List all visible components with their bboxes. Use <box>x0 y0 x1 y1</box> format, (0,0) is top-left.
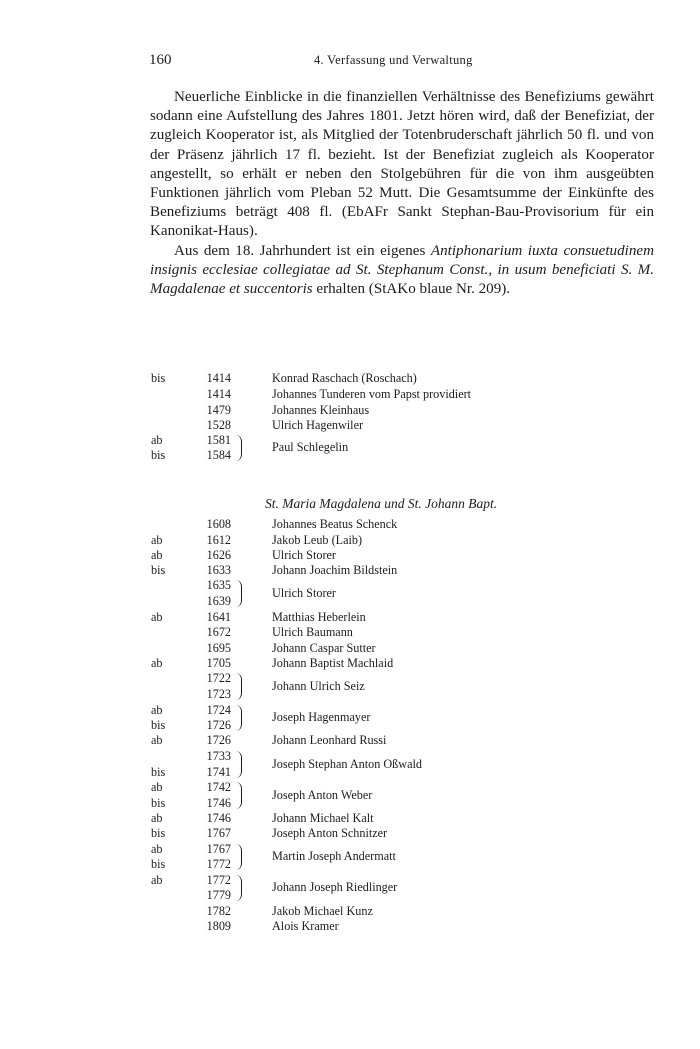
holder-name: Paul Schlegelin <box>272 440 349 454</box>
date-prefix: bis <box>151 796 166 810</box>
year: 1639 <box>206 594 231 608</box>
list-row <box>0 594 700 609</box>
date-prefix: ab <box>151 842 163 856</box>
holder-name: Ulrich Storer <box>272 548 336 562</box>
list-row <box>0 826 700 841</box>
holder-name: Johann Michael Kalt <box>272 811 374 825</box>
list-row <box>0 904 700 919</box>
year: 1414 <box>206 387 231 401</box>
year: 1726 <box>206 733 231 747</box>
list-row <box>0 641 700 656</box>
year: 1672 <box>206 625 231 639</box>
holder-name: Johannes Beatus Schenck <box>272 517 398 531</box>
year: 1705 <box>206 656 231 670</box>
list-row <box>0 548 700 563</box>
date-prefix: bis <box>151 826 166 840</box>
holder-name: Joseph Anton Schnitzer <box>272 826 388 840</box>
list-row <box>0 563 700 578</box>
holder-name: Joseph Hagenmayer <box>272 710 371 724</box>
holder-name: Johannes Tunderen vom Papst providiert <box>272 387 472 401</box>
date-prefix: bis <box>151 371 166 385</box>
list-row <box>0 433 700 448</box>
brace <box>235 435 242 461</box>
date-prefix: ab <box>151 873 163 887</box>
year: 1584 <box>206 448 231 462</box>
date-prefix: ab <box>151 780 163 794</box>
year: 1772 <box>206 873 231 887</box>
list-row <box>0 578 700 593</box>
year: 1479 <box>206 403 231 417</box>
list-row <box>0 418 700 433</box>
list-row <box>0 387 700 402</box>
holder-name: Jakob Leub (Laib) <box>272 533 363 547</box>
page-number: 160 <box>149 52 172 68</box>
running-head: 4. Verfassung und Verwaltung <box>314 53 473 67</box>
year: 1581 <box>206 433 231 447</box>
date-prefix: ab <box>151 811 163 825</box>
list-row <box>0 656 700 671</box>
holder-name: Joseph Anton Weber <box>272 787 373 802</box>
year: 1767 <box>206 826 231 840</box>
section-heading: St. Maria Magdalena und St. Johann Bapt. <box>265 496 498 511</box>
brace <box>235 875 242 901</box>
year: 1633 <box>206 563 231 577</box>
paragraph-2-start: Aus dem 18. Jahrhundert ist ein eigenes <box>174 242 431 259</box>
brace <box>235 751 242 778</box>
year: 1741 <box>206 765 231 779</box>
list-row <box>0 371 700 386</box>
year: 1742 <box>206 780 231 794</box>
paragraph-1: Neuerliche Einblicke in die finanziellen Verhältnisse des Benefiziums gewährt sodann eine Aufstellung des Jahres 1801. Jetzt hören wird, daß der Benefiziat, der zugleich Kooperator ist, als Mitglied der Totenbruderschaft jährlich 50 fl. und von der Präsenz jährlich 17 fl. bezieht. Ist der Benefiziat zugleich als Kooperator angestellt, so erhält er neben den Stolgebühren für die von ihm ausgeübten Funktionen jährlich vom Pleban 52 Mutt. Die Gesamtsumme der Einkünfte des Benefiziums beträgt 408 fl. (EbAFr Sankt Stephan-Bau-Provisorium für ein Kanonikat-Haus). <box>150 89 654 240</box>
year: 1809 <box>206 919 231 933</box>
list-row <box>0 919 700 934</box>
year: 1767 <box>206 842 231 856</box>
year: 1641 <box>206 610 231 624</box>
brace <box>235 705 242 731</box>
year: 1612 <box>206 533 231 547</box>
date-prefix: ab <box>151 610 163 624</box>
brace <box>235 580 242 607</box>
holder-name: Johann Caspar Sutter <box>272 641 376 655</box>
list-row <box>0 625 700 640</box>
date-prefix: ab <box>151 656 163 670</box>
year: 1528 <box>206 418 231 432</box>
list-row <box>0 733 700 748</box>
year: 1723 <box>206 687 231 701</box>
year: 1779 <box>206 888 231 902</box>
date-prefix: ab <box>151 533 163 547</box>
holder-name: Ulrich Storer <box>272 585 336 600</box>
holder-name: Johann Joseph Riedlinger <box>272 880 398 894</box>
year: 1746 <box>206 811 231 825</box>
paragraph-2 <box>150 242 654 300</box>
holder-name: Martin Joseph Andermatt <box>272 849 396 863</box>
holder-name: Ulrich Hagenwiler <box>272 418 364 432</box>
paragraph-2-end: erhalten (StAKo blaue Nr. 209). <box>312 281 511 298</box>
year: 1608 <box>206 517 231 531</box>
year: 1635 <box>206 578 231 592</box>
list-row <box>0 610 700 625</box>
date-prefix: ab <box>151 703 163 717</box>
holder-name: Johann Joachim Bildstein <box>272 563 398 577</box>
year: 1733 <box>206 749 231 763</box>
antiphonarium-title: Antiphonarium iuxta consuetudinem insignis ecclesiae collegiatae ad St. Stephanum Const., in usum beneficiati S. M. Magdalenae et succentoris <box>150 242 654 298</box>
brace <box>235 844 242 870</box>
date-prefix: bis <box>151 718 166 732</box>
holder-name: Johannes Kleinhaus <box>272 403 370 417</box>
year: 1782 <box>206 904 231 918</box>
list-row <box>0 403 700 418</box>
list-row <box>0 811 700 826</box>
year: 1772 <box>206 857 231 871</box>
holder-name: Alois Kramer <box>272 919 339 933</box>
date-prefix: ab <box>151 733 163 747</box>
holder-name: Joseph Stephan Anton Oßwald <box>272 756 422 771</box>
date-prefix: bis <box>151 765 166 779</box>
date-prefix: bis <box>151 857 166 871</box>
date-prefix: ab <box>151 548 163 562</box>
year: 1726 <box>206 718 231 732</box>
date-prefix: bis <box>151 448 166 462</box>
brace <box>235 673 242 700</box>
year: 1746 <box>206 796 231 810</box>
holder-name: Matthias Heberlein <box>272 610 366 624</box>
holder-name: Johann Ulrich Seiz <box>272 678 365 693</box>
holder-name: Johann Baptist Machlaid <box>272 656 394 670</box>
holder-name: Konrad Raschach (Roschach) <box>272 371 417 385</box>
year: 1724 <box>206 703 231 717</box>
year: 1626 <box>206 548 231 562</box>
body-text <box>150 88 654 299</box>
list-row <box>0 448 700 463</box>
date-prefix: ab <box>151 433 163 447</box>
list-row <box>0 533 700 548</box>
holder-name: Johann Leonhard Russi <box>272 733 387 747</box>
year: 1695 <box>206 641 231 655</box>
date-prefix: bis <box>151 563 166 577</box>
year: 1414 <box>206 371 231 385</box>
list-row <box>0 517 700 532</box>
year: 1722 <box>206 671 231 685</box>
holder-name: Jakob Michael Kunz <box>272 904 373 918</box>
holder-name: Ulrich Baumann <box>272 625 353 639</box>
brace <box>235 782 242 809</box>
